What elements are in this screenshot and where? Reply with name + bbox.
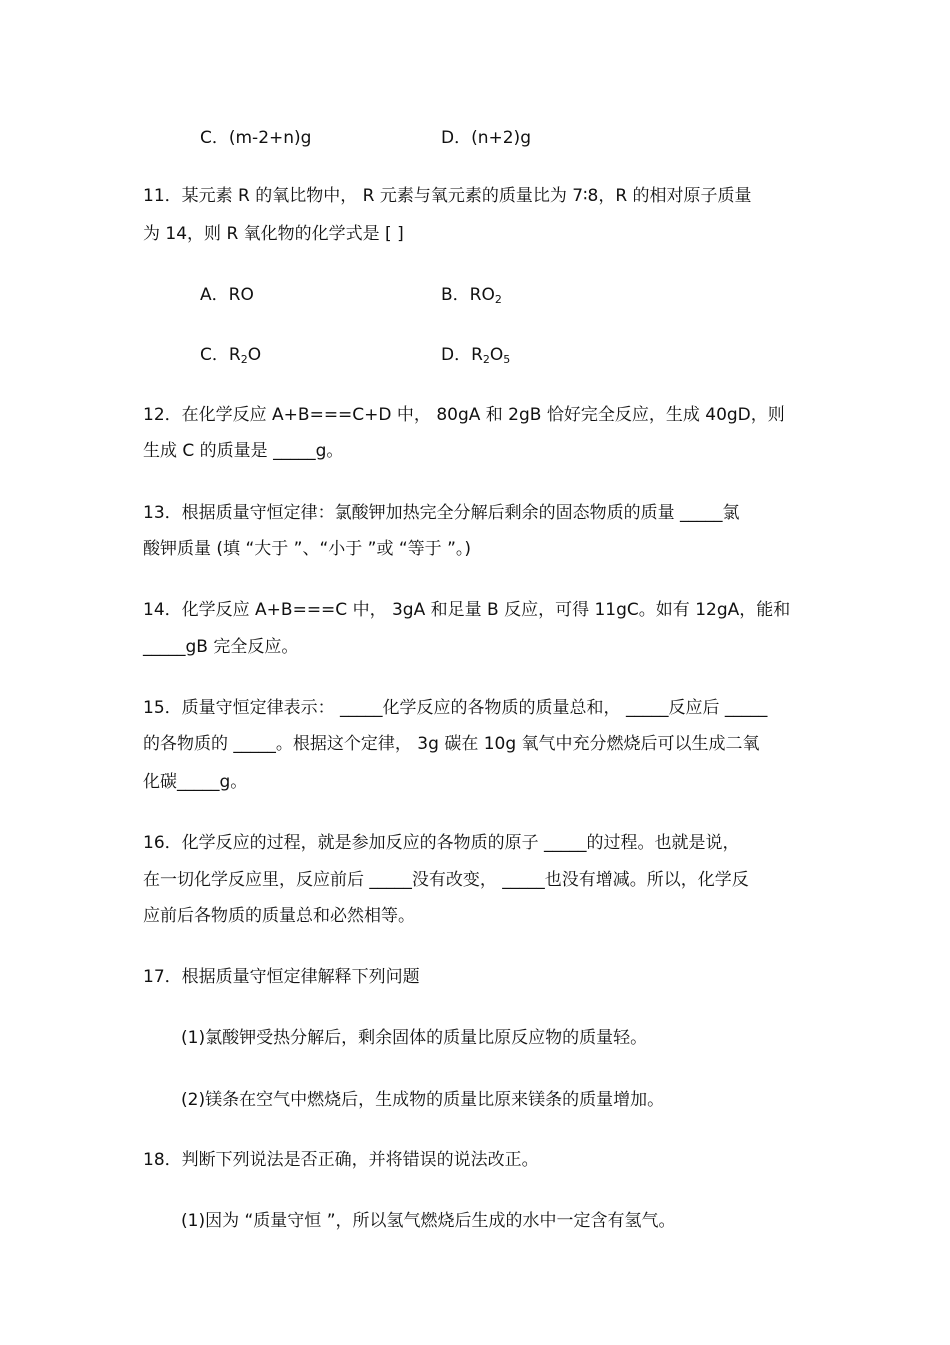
q16-line-3: 应前后各物质的质量总和必然相等。 bbox=[143, 906, 415, 926]
q11-option-c-text: C．R bbox=[200, 345, 241, 365]
q12-line-2: 生成 C 的质量是 _____g。 bbox=[143, 441, 344, 461]
q18-item-1: (1)因为 “质量守恒 ”，所以氢气燃烧后生成的水中一定含有氢气。 bbox=[181, 1211, 676, 1231]
q11-option-d-subscript-2: 5 bbox=[503, 353, 511, 366]
q13-line-1: 13．根据质量守恒定律：氯酸钾加热完全分解后剩余的固态物质的质量 _____氯 bbox=[143, 503, 740, 523]
q11-option-d-text: D．R bbox=[441, 345, 483, 365]
q11-line-1: 11．某元素 R 的氧比物中， R 元素与氧元素的质量比为 7∶8，R 的相对原子质量 bbox=[143, 186, 752, 206]
q15-line-3: 化碳_____g。 bbox=[143, 772, 248, 792]
q16-line-1: 16．化学反应的过程，就是参加反应的各物质的原子 _____的过程。也就是说， bbox=[143, 833, 740, 853]
q17-item-2: (2)镁条在空气中燃烧后，生成物的质量比原来镁条的质量增加。 bbox=[181, 1090, 665, 1110]
q11-option-b bbox=[441, 284, 502, 311]
q11-option-b-text: B．RO bbox=[441, 285, 495, 305]
q11-option-a: A．RO bbox=[200, 285, 254, 305]
q11-option-c-subscript: 2 bbox=[240, 353, 248, 366]
q17-item-1: (1)氯酸钾受热分解后，剩余固体的质量比原反应物的质量轻。 bbox=[181, 1028, 648, 1048]
q14-line-2: _____gB 完全反应。 bbox=[143, 637, 299, 657]
q11-option-c bbox=[200, 344, 261, 371]
q17-line-1: 17．根据质量守恒定律解释下列问题 bbox=[143, 967, 420, 987]
q11-option-d-subscript-1: 2 bbox=[482, 353, 490, 366]
q14-line-1: 14．化学反应 A+B===C 中， 3gA 和足量 B 反应，可得 11gC。如有 12gA，能和 bbox=[143, 600, 791, 620]
q11-line-2: 为 14，则 R 氧化物的化学式是 [ ] bbox=[143, 224, 404, 244]
q10-option-c: C．(m-2+n)g bbox=[200, 128, 312, 148]
q11-option-c-tail: O bbox=[247, 345, 262, 365]
q11-option-d bbox=[441, 344, 510, 371]
q18-line-1: 18．判断下列说法是否正确，并将错误的说法改正。 bbox=[143, 1150, 539, 1170]
q15-line-1: 15．质量守恒定律表示： _____化学反应的各物质的质量总和， _____反应后 _____ bbox=[143, 698, 768, 718]
q12-line-1: 12．在化学反应 A+B===C+D 中， 80gA 和 2gB 恰好完全反应，生成 40gD，则 bbox=[143, 405, 785, 425]
q13-line-2: 酸钾质量 (填 “大于 ”、“小于 ”或 “等于 ”。) bbox=[143, 539, 472, 559]
q10-option-d: D．(n+2)g bbox=[441, 128, 531, 148]
q15-line-2: 的各物质的 _____。根据这个定律， 3g 碳在 10g 氧气中充分燃烧后可以生成二氧 bbox=[143, 734, 760, 754]
q11-option-b-subscript: 2 bbox=[494, 293, 502, 306]
q16-line-2: 在一切化学反应里，反应前后 _____没有改变， _____也没有增减。所以，化学反 bbox=[143, 870, 749, 890]
q11-option-d-mid: O bbox=[489, 345, 504, 365]
